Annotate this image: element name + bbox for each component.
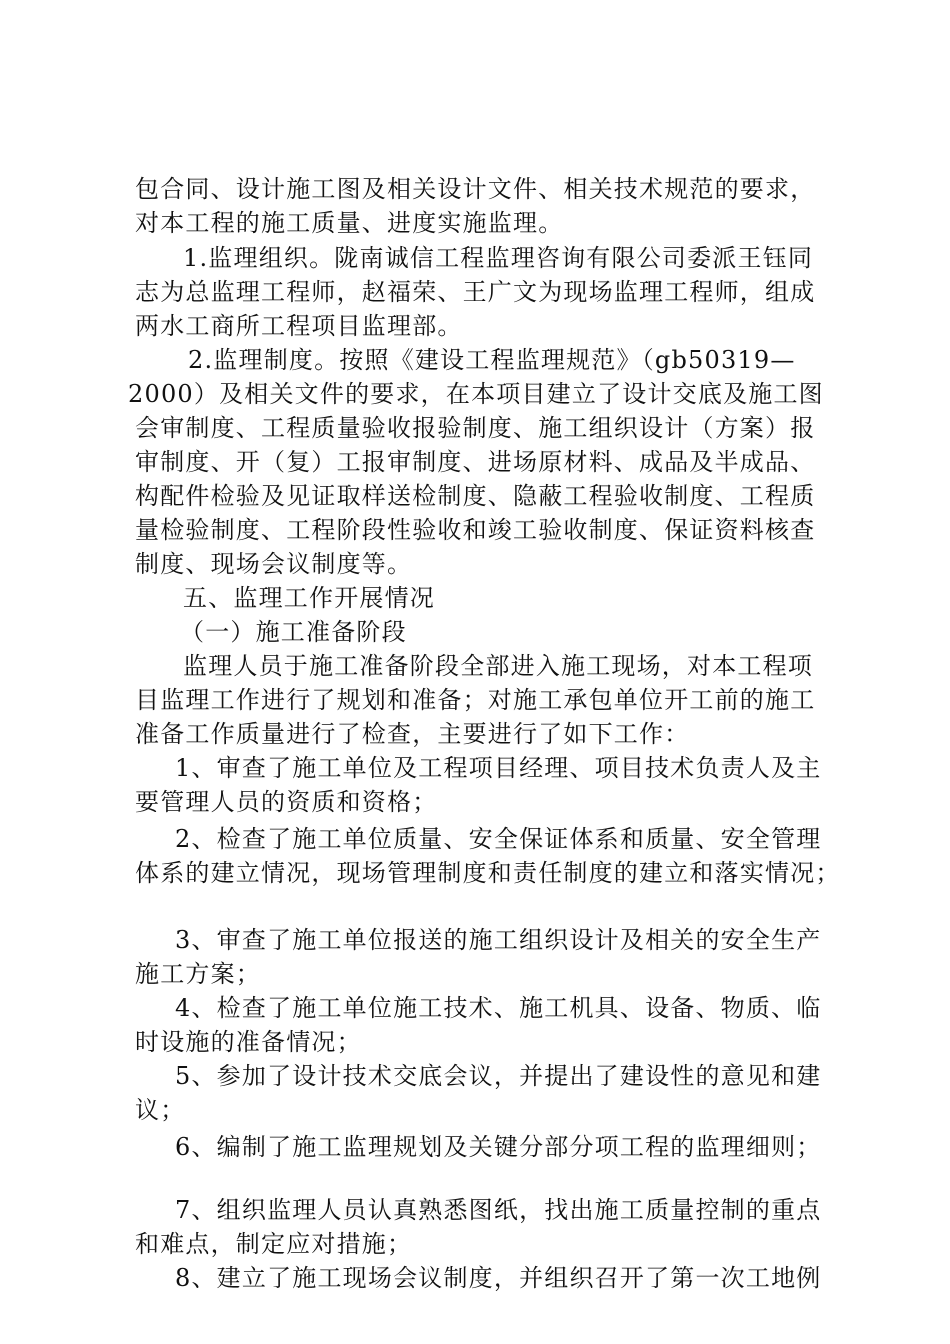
list-item: 6、编制了施工监理规划及关键分部分项工程的监理细则； [175,1133,822,1161]
subsection-heading: （一）施工准备阶段 [180,618,407,646]
text-line: 体系的建立情况，现场管理制度和责任制度的建立和落实情况； [135,859,841,887]
list-item: 5、参加了设计技术交底会议，并提出了建设性的意见和建 [175,1062,822,1090]
text-line: 1.监理组织。陇南诚信工程监理咨询有限公司委派王钰同 [183,244,814,272]
text-line: 两水工商所工程项目监理部。 [135,312,463,340]
text-line: 包合同、设计施工图及相关设计文件、相关技术规范的要求， [135,175,816,203]
text-line: 议； [135,1096,186,1124]
text-line: 志为总监理工程师，赵福荣、王广文为现场监理工程师，组成 [135,278,816,306]
list-item: 1、审查了施工单位及工程项目经理、项目技术负责人及主 [175,754,822,782]
text-line: 构配件检验及见证取样送检制度、隐蔽工程验收制度、工程质 [135,482,816,510]
text-line: 对本工程的施工质量、进度实施监理。 [135,209,564,237]
text-line: 2.监理制度。按照《建设工程监理规范》（gb50319— [188,346,796,374]
text-line: 会审制度、工程质量验收报验制度、施工组织设计（方案）报 [135,414,816,442]
list-item: 3、审查了施工单位报送的施工组织设计及相关的安全生产 [175,926,822,954]
text-line: 审制度、开（复）工报审制度、进场原材料、成品及半成品、 [135,448,816,476]
text-line: 量检验制度、工程阶段性验收和竣工验收制度、保证资料核查 [135,516,816,544]
text-line: 和难点，制定应对措施； [135,1230,413,1258]
text-line: 时设施的准备情况； [135,1028,362,1056]
text-line: 要管理人员的资质和资格； [135,788,438,816]
list-item: 4、检查了施工单位施工技术、施工机具、设备、物质、临 [175,994,822,1022]
list-item: 7、组织监理人员认真熟悉图纸，找出施工质量控制的重点 [175,1196,822,1224]
text-line: 制度、现场会议制度等。 [135,550,413,578]
text-line: 目监理工作进行了规划和准备；对施工承包单位开工前的施工 [135,686,816,714]
text-line: 施工方案； [135,960,261,988]
text-line: 准备工作质量进行了检查，主要进行了如下工作： [135,720,690,748]
text-line: 监理人员于施工准备阶段全部进入施工现场，对本工程项 [183,652,813,680]
list-item: 2、检查了施工单位质量、安全保证体系和质量、安全管理 [175,825,822,853]
list-item: 8、建立了施工现场会议制度，并组织召开了第一次工地例 [175,1264,822,1292]
text-line: 2000）及相关文件的要求，在本项目建立了设计交底及施工图 [128,380,824,408]
section-heading: 五、监理工作开展情况 [183,584,435,612]
